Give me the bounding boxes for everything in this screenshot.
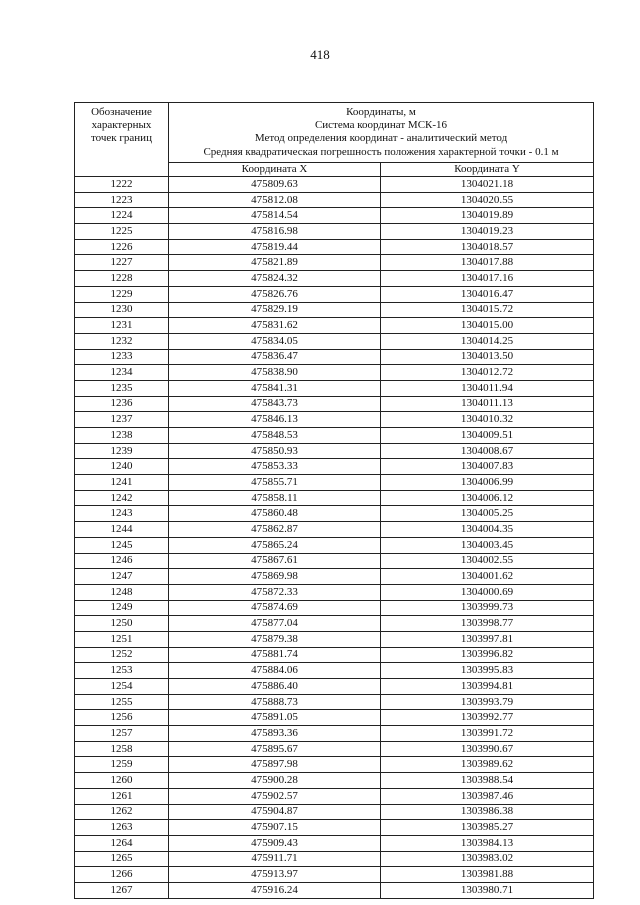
coordinate-y-cell: 1303992.77 bbox=[381, 710, 594, 726]
coordinate-y-cell: 1304012.72 bbox=[381, 365, 594, 381]
table-row bbox=[75, 616, 594, 632]
table-row bbox=[75, 239, 594, 255]
point-id-cell: 1240 bbox=[75, 459, 169, 475]
coordinate-x-cell: 475809.63 bbox=[169, 177, 381, 193]
coordinate-x-cell: 475831.62 bbox=[169, 318, 381, 334]
coordinate-y-cell: 1304003.45 bbox=[381, 537, 594, 553]
coordinate-x-cell: 475850.93 bbox=[169, 443, 381, 459]
table-row bbox=[75, 333, 594, 349]
coordinate-x-cell: 475848.53 bbox=[169, 428, 381, 444]
coordinate-y-cell: 1304009.51 bbox=[381, 428, 594, 444]
point-id-cell: 1234 bbox=[75, 365, 169, 381]
coordinate-x-cell: 475841.31 bbox=[169, 380, 381, 396]
point-id-cell: 1264 bbox=[75, 835, 169, 851]
coordinate-y-cell: 1304011.94 bbox=[381, 380, 594, 396]
table-row bbox=[75, 459, 594, 475]
coordinate-x-cell: 475900.28 bbox=[169, 773, 381, 789]
coordinate-x-cell: 475826.76 bbox=[169, 286, 381, 302]
table-row bbox=[75, 804, 594, 820]
point-id-cell: 1257 bbox=[75, 726, 169, 742]
point-id-cell: 1267 bbox=[75, 882, 169, 898]
coordinate-x-cell: 475819.44 bbox=[169, 239, 381, 255]
coordinate-y-cell: 1303981.88 bbox=[381, 867, 594, 883]
coordinate-x-cell: 475888.73 bbox=[169, 694, 381, 710]
coordinate-x-cell: 475895.67 bbox=[169, 741, 381, 757]
table-row bbox=[75, 820, 594, 836]
point-id-cell: 1235 bbox=[75, 380, 169, 396]
coordinate-y-cell: 1303999.73 bbox=[381, 600, 594, 616]
coordinate-y-cell: 1303988.54 bbox=[381, 773, 594, 789]
table-row bbox=[75, 177, 594, 193]
coordinate-y-cell: 1304002.55 bbox=[381, 553, 594, 569]
point-id-cell: 1249 bbox=[75, 600, 169, 616]
coordinate-x-cell: 475913.97 bbox=[169, 867, 381, 883]
coordinate-y-cell: 1304011.13 bbox=[381, 396, 594, 412]
coordinate-y-cell: 1303994.81 bbox=[381, 679, 594, 695]
coordinate-y-cell: 1304017.88 bbox=[381, 255, 594, 271]
table-row bbox=[75, 192, 594, 208]
point-id-cell: 1246 bbox=[75, 553, 169, 569]
coordinate-x-cell: 475814.54 bbox=[169, 208, 381, 224]
coordinate-x-cell: 475858.11 bbox=[169, 490, 381, 506]
coordinate-x-cell: 475860.48 bbox=[169, 506, 381, 522]
table-row bbox=[75, 835, 594, 851]
coordinate-y-cell: 1304020.55 bbox=[381, 192, 594, 208]
point-id-cell: 1253 bbox=[75, 663, 169, 679]
coordinate-y-cell: 1304010.32 bbox=[381, 412, 594, 428]
table-row bbox=[75, 475, 594, 491]
table-row bbox=[75, 349, 594, 365]
page-number: 418 bbox=[310, 47, 330, 62]
coordinate-x-cell: 475829.19 bbox=[169, 302, 381, 318]
coordinate-x-cell: 475909.43 bbox=[169, 835, 381, 851]
table-row bbox=[75, 851, 594, 867]
coordinate-y-cell: 1304015.72 bbox=[381, 302, 594, 318]
coordinate-x-cell: 475853.33 bbox=[169, 459, 381, 475]
coordinate-y-cell: 1303984.13 bbox=[381, 835, 594, 851]
table-row bbox=[75, 553, 594, 569]
point-id-cell: 1239 bbox=[75, 443, 169, 459]
coordinate-y-cell: 1303980.71 bbox=[381, 882, 594, 898]
table-header-row bbox=[75, 103, 594, 163]
coordinate-y-cell: 1304021.18 bbox=[381, 177, 594, 193]
coordinate-x-cell: 475911.71 bbox=[169, 851, 381, 867]
coordinate-y-cell: 1303993.79 bbox=[381, 694, 594, 710]
table-row bbox=[75, 271, 594, 287]
point-id-cell: 1229 bbox=[75, 286, 169, 302]
point-designation-header bbox=[75, 103, 169, 177]
coordinate-y-cell: 1304005.25 bbox=[381, 506, 594, 522]
table-row bbox=[75, 522, 594, 538]
coordinate-x-cell: 475838.90 bbox=[169, 365, 381, 381]
coordinate-y-cell: 1304007.83 bbox=[381, 459, 594, 475]
point-id-cell: 1237 bbox=[75, 412, 169, 428]
table-row bbox=[75, 647, 594, 663]
coordinate-x-cell: 475816.98 bbox=[169, 224, 381, 240]
coordinate-y-cell: 1303996.82 bbox=[381, 647, 594, 663]
table-row bbox=[75, 882, 594, 898]
coordinate-x-cell: 475865.24 bbox=[169, 537, 381, 553]
table-row bbox=[75, 867, 594, 883]
point-id-cell: 1265 bbox=[75, 851, 169, 867]
coordinate-y-cell: 1304019.23 bbox=[381, 224, 594, 240]
table-row bbox=[75, 224, 594, 240]
coordinate-y-cell: 1304006.12 bbox=[381, 490, 594, 506]
table-row bbox=[75, 694, 594, 710]
table-row bbox=[75, 679, 594, 695]
table-row bbox=[75, 255, 594, 271]
coordinate-x-cell: 475821.89 bbox=[169, 255, 381, 271]
point-id-cell: 1223 bbox=[75, 192, 169, 208]
header-line: точек границ bbox=[91, 132, 152, 145]
point-id-cell: 1260 bbox=[75, 773, 169, 789]
point-id-cell: 1230 bbox=[75, 302, 169, 318]
coordinate-x-cell: 475886.40 bbox=[169, 679, 381, 695]
coordinate-y-cell: 1304017.16 bbox=[381, 271, 594, 287]
header-line: Обозначение bbox=[91, 106, 152, 118]
coordinate-y-cell: 1304015.00 bbox=[381, 318, 594, 334]
coordinate-x-cell: 475902.57 bbox=[169, 788, 381, 804]
point-id-cell: 1233 bbox=[75, 349, 169, 365]
table-row bbox=[75, 506, 594, 522]
table-row bbox=[75, 318, 594, 334]
coordinate-x-cell: 475879.38 bbox=[169, 631, 381, 647]
coordinates-units-title: Координаты, м bbox=[346, 106, 416, 118]
coordinate-y-cell: 1304000.69 bbox=[381, 584, 594, 600]
coordinate-y-cell: 1304004.35 bbox=[381, 522, 594, 538]
coordinate-y-cell: 1304006.99 bbox=[381, 475, 594, 491]
coordinate-x-cell: 475893.36 bbox=[169, 726, 381, 742]
point-id-cell: 1248 bbox=[75, 584, 169, 600]
column-header-y: Координата Y bbox=[381, 163, 594, 177]
table-row bbox=[75, 490, 594, 506]
table-row bbox=[75, 537, 594, 553]
coordinate-y-cell: 1304001.62 bbox=[381, 569, 594, 585]
coordinate-x-cell: 475884.06 bbox=[169, 663, 381, 679]
coordinate-x-cell: 475874.69 bbox=[169, 600, 381, 616]
coordinate-x-cell: 475855.71 bbox=[169, 475, 381, 491]
table-row bbox=[75, 286, 594, 302]
coordinate-x-cell: 475843.73 bbox=[169, 396, 381, 412]
table-row bbox=[75, 584, 594, 600]
point-id-cell: 1241 bbox=[75, 475, 169, 491]
point-id-cell: 1258 bbox=[75, 741, 169, 757]
coordinate-y-cell: 1304016.47 bbox=[381, 286, 594, 302]
table-row bbox=[75, 741, 594, 757]
coordinate-y-cell: 1303986.38 bbox=[381, 804, 594, 820]
table-row bbox=[75, 208, 594, 224]
point-id-cell: 1250 bbox=[75, 616, 169, 632]
table-row bbox=[75, 710, 594, 726]
point-id-cell: 1251 bbox=[75, 631, 169, 647]
coordinate-x-cell: 475916.24 bbox=[169, 882, 381, 898]
accuracy-line: Средняя квадратическая погрешность положения характерной точки - 0.1 м bbox=[203, 145, 559, 158]
coordinate-y-cell: 1303998.77 bbox=[381, 616, 594, 632]
coordinate-x-cell: 475824.32 bbox=[169, 271, 381, 287]
point-id-cell: 1228 bbox=[75, 271, 169, 287]
coordinates-table bbox=[74, 102, 594, 899]
coordinate-x-cell: 475897.98 bbox=[169, 757, 381, 773]
coordinate-x-cell: 475836.47 bbox=[169, 349, 381, 365]
coordinate-y-cell: 1303983.02 bbox=[381, 851, 594, 867]
coordinate-y-cell: 1303990.67 bbox=[381, 741, 594, 757]
coordinate-x-cell: 475812.08 bbox=[169, 192, 381, 208]
coordinates-header bbox=[169, 103, 594, 163]
point-id-cell: 1236 bbox=[75, 396, 169, 412]
point-id-cell: 1231 bbox=[75, 318, 169, 334]
point-id-cell: 1226 bbox=[75, 239, 169, 255]
table-row bbox=[75, 380, 594, 396]
table-row bbox=[75, 365, 594, 381]
coordinate-x-cell: 475834.05 bbox=[169, 333, 381, 349]
coordinate-x-cell: 475877.04 bbox=[169, 616, 381, 632]
point-id-cell: 1252 bbox=[75, 647, 169, 663]
coordinate-y-cell: 1304013.50 bbox=[381, 349, 594, 365]
coordinate-x-cell: 475862.87 bbox=[169, 522, 381, 538]
point-id-cell: 1238 bbox=[75, 428, 169, 444]
coordinate-y-cell: 1304018.57 bbox=[381, 239, 594, 255]
coordinate-y-cell: 1303995.83 bbox=[381, 663, 594, 679]
coordinate-y-cell: 1303987.46 bbox=[381, 788, 594, 804]
point-id-cell: 1242 bbox=[75, 490, 169, 506]
table-body bbox=[75, 177, 594, 899]
coordinate-x-cell: 475846.13 bbox=[169, 412, 381, 428]
table-row bbox=[75, 396, 594, 412]
table-row bbox=[75, 788, 594, 804]
coordinate-y-cell: 1304019.89 bbox=[381, 208, 594, 224]
coordinate-system-line: Система координат МСК-16 bbox=[314, 119, 448, 132]
table-row bbox=[75, 600, 594, 616]
point-id-cell: 1266 bbox=[75, 867, 169, 883]
coordinate-x-cell: 475891.05 bbox=[169, 710, 381, 726]
table-row bbox=[75, 757, 594, 773]
coordinate-x-cell: 475867.61 bbox=[169, 553, 381, 569]
point-id-cell: 1245 bbox=[75, 537, 169, 553]
point-id-cell: 1255 bbox=[75, 694, 169, 710]
coordinate-y-cell: 1303991.72 bbox=[381, 726, 594, 742]
point-id-cell: 1243 bbox=[75, 506, 169, 522]
coordinate-x-cell: 475904.87 bbox=[169, 804, 381, 820]
point-id-cell: 1222 bbox=[75, 177, 169, 193]
header-line: характерных bbox=[91, 119, 152, 132]
point-id-cell: 1227 bbox=[75, 255, 169, 271]
table-row bbox=[75, 412, 594, 428]
point-id-cell: 1224 bbox=[75, 208, 169, 224]
coordinate-x-cell: 475907.15 bbox=[169, 820, 381, 836]
point-id-cell: 1232 bbox=[75, 333, 169, 349]
coordinate-y-cell: 1303989.62 bbox=[381, 757, 594, 773]
table-row bbox=[75, 663, 594, 679]
method-line: Метод определения координат - аналитический метод bbox=[254, 132, 508, 145]
point-id-cell: 1259 bbox=[75, 757, 169, 773]
coordinate-y-cell: 1303997.81 bbox=[381, 631, 594, 647]
point-id-cell: 1263 bbox=[75, 820, 169, 836]
coordinate-x-cell: 475881.74 bbox=[169, 647, 381, 663]
table-row bbox=[75, 569, 594, 585]
point-id-cell: 1256 bbox=[75, 710, 169, 726]
table-row bbox=[75, 773, 594, 789]
coordinate-y-cell: 1303985.27 bbox=[381, 820, 594, 836]
coordinate-y-cell: 1304008.67 bbox=[381, 443, 594, 459]
point-id-cell: 1225 bbox=[75, 224, 169, 240]
point-id-cell: 1261 bbox=[75, 788, 169, 804]
table-row bbox=[75, 726, 594, 742]
point-id-cell: 1262 bbox=[75, 804, 169, 820]
table-row bbox=[75, 428, 594, 444]
table-row bbox=[75, 302, 594, 318]
coordinate-x-cell: 475872.33 bbox=[169, 584, 381, 600]
coordinate-x-cell: 475869.98 bbox=[169, 569, 381, 585]
table-row bbox=[75, 443, 594, 459]
point-id-cell: 1244 bbox=[75, 522, 169, 538]
coordinate-y-cell: 1304014.25 bbox=[381, 333, 594, 349]
table-row bbox=[75, 631, 594, 647]
point-id-cell: 1254 bbox=[75, 679, 169, 695]
point-id-cell: 1247 bbox=[75, 569, 169, 585]
column-header-x: Координата X bbox=[169, 163, 381, 177]
